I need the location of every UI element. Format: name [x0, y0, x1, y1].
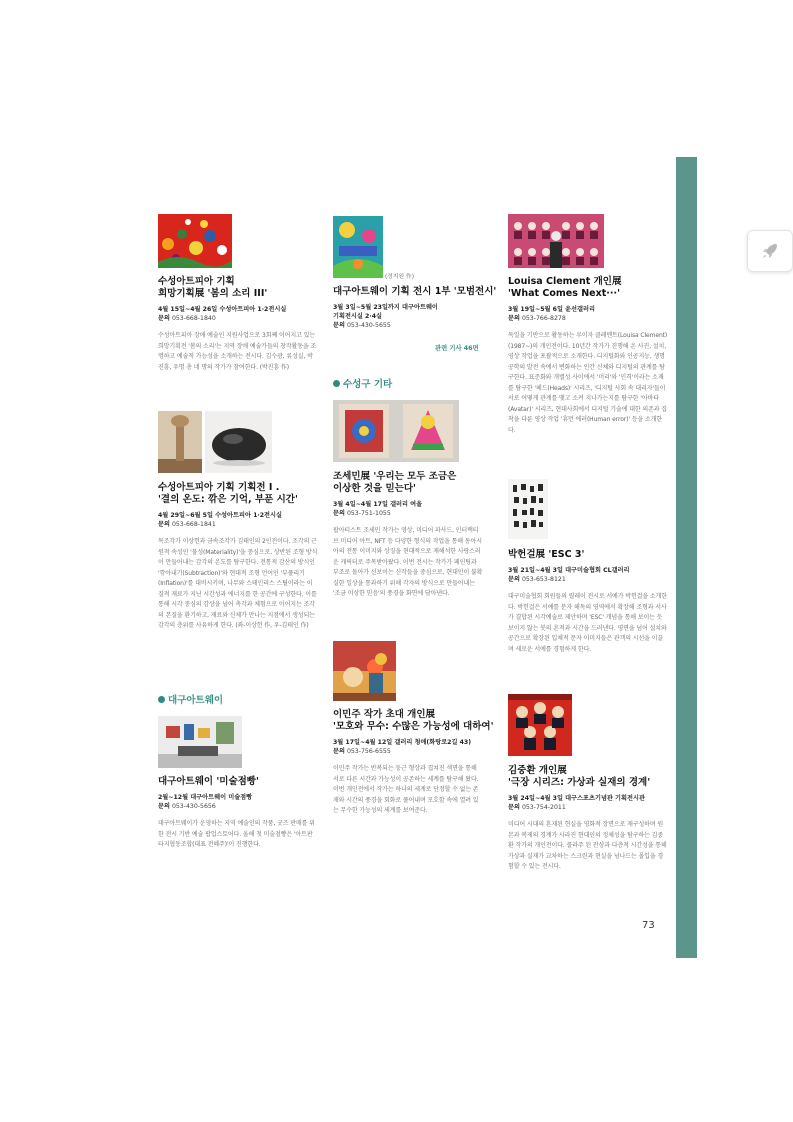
contact-phone: 053-751-1055 — [346, 510, 391, 517]
article-description: 수성아트피아 장애 예술인 지원사업으로 3회째 이어지고 있는 희망기획전 '봄의 소리'는 지역 장애 예술가들의 창작활동을 조명하고 예술적 가능성을 소개하는 전시다. 김수광, 류성실, 박진흥, 우명 총 네 명의 작가가 참여한다. (박진흥 作) — [158, 332, 317, 371]
artwork-image-theater-series — [508, 694, 572, 756]
article-title: 이민주 작가 초대 개인展 '모호와 무수: 수많은 가능성에 대하여' — [333, 709, 494, 732]
article-meta: 3월 17일~4월 12일 갤러리 청애(화랑로2길 43) — [333, 739, 472, 746]
artwork-image-model-exhibition — [333, 216, 383, 278]
article-contact — [158, 314, 318, 323]
article-esc3 — [508, 549, 668, 655]
article-contact — [158, 802, 318, 811]
article-meta: 3월 21일~4월 3일 대구미술협회 CL갤러리 — [508, 567, 630, 574]
article-description: 목조각가 이상헌과 금속조각가 김태인의 2인전이다. 조각의 근원적 속성인 '물성(Materiality)'을 중심으로, 상반된 조형 방식이 만들어내는 감각의 온도를 탐구한다. 전통적 감산의 방식인 '깎아내기(Subtraction)'와 현대적 조형 언어인 '부풀리기(Inflation)'를 대비시키며, 나무와 스테인리스 스틸이라는 이질적 재료가 지닌 시간성과 에너지를 한 공간에 구성한다. 이를 통해 시각 중심의 감상을 넘어 촉각과 체험으로 이어지는 조각의 본질을 환기하고, 재료와 신체가 만나는 지점에서 생성되는 감각의 층위를 사유하게 한다. (좌-이상헌 作, 우-김태인 作) — [158, 538, 318, 629]
article-title: 수성아트피아 기획 기획전 I . '결의 온도: 깎은 기억, 부푼 시간' — [158, 482, 298, 505]
article-meta: 4월 29일~6월 5일 수성아트피아 1·2전시실 — [158, 512, 282, 519]
contact-phone: 053-668-1841 — [171, 521, 216, 528]
artwork-image-art-shop — [158, 716, 242, 768]
bullet-dot-icon — [158, 696, 165, 703]
article-title: 수성아트피아 기획 희망기획展 '봄의 소리 III' — [158, 276, 268, 299]
contact-label: 문의 — [158, 521, 170, 528]
contact-phone: 053-430-5655 — [346, 322, 391, 329]
article-contact — [158, 520, 318, 529]
article-description: 이민주 작가는 반복되는 둥근 형상과 겹쳐진 색면을 통해 서로 다른 시간과 가능성이 공존하는 세계를 탐구해 왔다. 이번 개인전에서 작가는 하나의 세계로 단정할 수 없는 존재와 시간의 풍경을 회화로 풀어내며 모호함 속에 열려 있는 무수한 가능성의 세계를 보여준다. — [333, 765, 479, 814]
article-spring-sound — [158, 276, 318, 373]
article-title: 대구아트웨이 기획 전시 1부 '모범전시' — [333, 286, 497, 297]
article-description: 독일을 기반으로 활동하는 루이자 클레멘트(Louisa Clement)(1987~)의 개인전이다. 10년간 작가가 진행해 온 사진, 설치, 영상 작업을 포괄적으로 소개한다. 디지털화와 인공지능, 생명공학의 발전 속에서 변화하는 인간 신체와 디지털의 관계를 탐구한다. 표준화와 개별성 사이에서 '머리'와 '인격'이라는 소재를 탐구한 '헤드(Heads)' 시리즈, '디지털 사회 속 대리자'들이 서로 어떻게 관계를 맺고 소켜 지나가는지를 탐구한 '아바타(Avatar)' 시리즈, 현대사회에서 디지털 기술에 대한 의존과 집착을 다룬 영상 작업 '휴먼 에러(Human error)' 등을 소개한다. — [508, 332, 668, 434]
article-contact — [333, 747, 503, 756]
accent-side-bar — [676, 157, 697, 958]
article-contact — [333, 321, 503, 330]
artwork-image-spring-sound — [158, 214, 232, 268]
contact-phone: 053-756-6555 — [346, 748, 391, 755]
bullet-dot-icon — [333, 380, 340, 387]
page-number: 73 — [642, 920, 655, 931]
contact-phone: 053-653-8121 — [521, 576, 566, 583]
artwork-image-steel-sculpture — [205, 411, 272, 473]
article-ambiguity — [333, 709, 503, 817]
article-meta: 3월 3일~5월 23일까지 대구아트웨이 기획전시실 2·4실 — [333, 304, 438, 320]
artwork-image-wood-sculpture — [158, 411, 202, 473]
article-title: 김중환 개인展 '극장 시리즈: 가상과 실재의 경계' — [508, 765, 651, 788]
related-article-link[interactable]: 관련 기사 46면 — [435, 345, 479, 352]
article-contact — [508, 803, 668, 812]
contact-phone: 053-754-2011 — [521, 804, 566, 811]
article-title: 대구아트웨이 '미술점빵' — [158, 776, 259, 787]
contact-phone: 053-766-8278 — [521, 315, 566, 322]
contact-label: 문의 — [508, 576, 520, 583]
artwork-image-strange-belief — [333, 400, 459, 462]
article-model-exhibition — [333, 286, 503, 330]
artwork-image-louisa-clement — [508, 214, 604, 268]
contact-label: 문의 — [333, 748, 345, 755]
article-description: 미디어 시대의 혼재된 현실을 영화적 장면으로 재구성하며 원본과 복제의 경계가 사라진 현대인의 정체성을 탐구하는 김중환 작가의 개인전이다. 콜라주 된 잔상과 다층적 시간성을 통해 가상과 실재가 교차하는 스크린과 현실을 넘나드는 몰입을 경험할 수 있는 전시다. — [508, 821, 667, 870]
article-temperature-of-grain — [158, 482, 318, 632]
article-title: 조세민展 '우리는 모두 조금은 이상한 것을 믿는다' — [333, 471, 457, 494]
article-meta: 3월 4일~4월 17일 갤러리 여울 — [333, 501, 423, 508]
artwork-image-calligraphy — [508, 479, 548, 539]
article-title: 박헌걸展 'ESC 3' — [508, 549, 585, 560]
article-contact — [333, 509, 483, 518]
article-meta: 4월 15일~4월 26일 수성아트피아 1·2전시실 — [158, 306, 287, 313]
article-contact — [508, 314, 668, 323]
floating-action-button[interactable] — [747, 230, 793, 272]
section-heading-text: 수성구 기타 — [343, 379, 393, 390]
article-description: 대구아트웨이가 운영하는 지역 예술인의 작품, 굿즈 판매를 위한 전시 기반 예술 팝업스토어다. 올해 첫 미술점빵은 '아트판타지협동조합(대표 전혜주)'이 진행한다. — [158, 820, 315, 848]
article-strange-belief — [333, 471, 483, 600]
section-heading-text: 대구아트웨이 — [168, 695, 224, 706]
article-title: Louisa Clement 개인展 'What Comes Next···' — [508, 276, 622, 299]
article-meta: 2월~12월 대구아트웨이 미술점빵 — [158, 794, 253, 801]
contact-label: 문의 — [158, 315, 170, 322]
article-art-shop — [158, 776, 318, 851]
contact-label: 문의 — [333, 510, 345, 517]
article-theater-series — [508, 765, 668, 873]
rocket-icon — [760, 241, 780, 261]
contact-label: 문의 — [508, 804, 520, 811]
contact-label: 문의 — [333, 322, 345, 329]
section-heading-daegu-artway — [158, 692, 223, 706]
article-description: 팝아티스트 조세민 작가는 영상, 미디어 파사드, 인터랙티브 미디어 아트, NFT 등 다양한 형식의 작업을 통해 동아시아의 전통 이미지와 상징을 현대적으로 재해석한 사랑스러운 캐릭터로 주목받아왔다. 이번 전시는 작가가 페인팅과 부조로 돌아가 선보이는 신작들을 중심으로, 현대인이 불확실한 일상을 통과하기 위해 각자의 방식으로 만들어내는 '조금 이상한 믿음'의 풍경을 화면에 담아낸다. — [333, 527, 483, 597]
contact-label: 문의 — [508, 315, 520, 322]
article-meta: 3월 19일~5월 6일 윤선갤러리 — [508, 306, 595, 313]
section-heading-suseong-etc — [333, 376, 392, 390]
artwork-image-ambiguity — [333, 641, 396, 701]
contact-phone: 053-668-1840 — [171, 315, 216, 322]
article-louisa-clement — [508, 276, 668, 436]
article-contact — [508, 575, 668, 584]
article-description: 대구미술협회 회원들의 릴레이 전시로 서예가 박헌걸을 소개한다. 박헌걸은 서예를 문자 해독의 영역에서 확장해 조형과 서사가 결합된 시각예술로 제안하며 'ESC' 개념을 통해 보이는 듯 보이지 않는 붓의 흔적과 시간을 드러낸다. 평면을 넘어 설치와 공간으로 확장된 입체적 문자 이미지들은 관객의 시선을 이끌며 새로운 서예를 경험하게 한다. — [508, 593, 667, 653]
contact-phone: 053-430-5656 — [171, 803, 216, 810]
image-caption: (정지원 作) — [385, 274, 414, 280]
contact-label: 문의 — [158, 803, 170, 810]
article-meta: 3월 24일~4월 3일 대구스포츠기념관 기획전시관 — [508, 795, 645, 802]
